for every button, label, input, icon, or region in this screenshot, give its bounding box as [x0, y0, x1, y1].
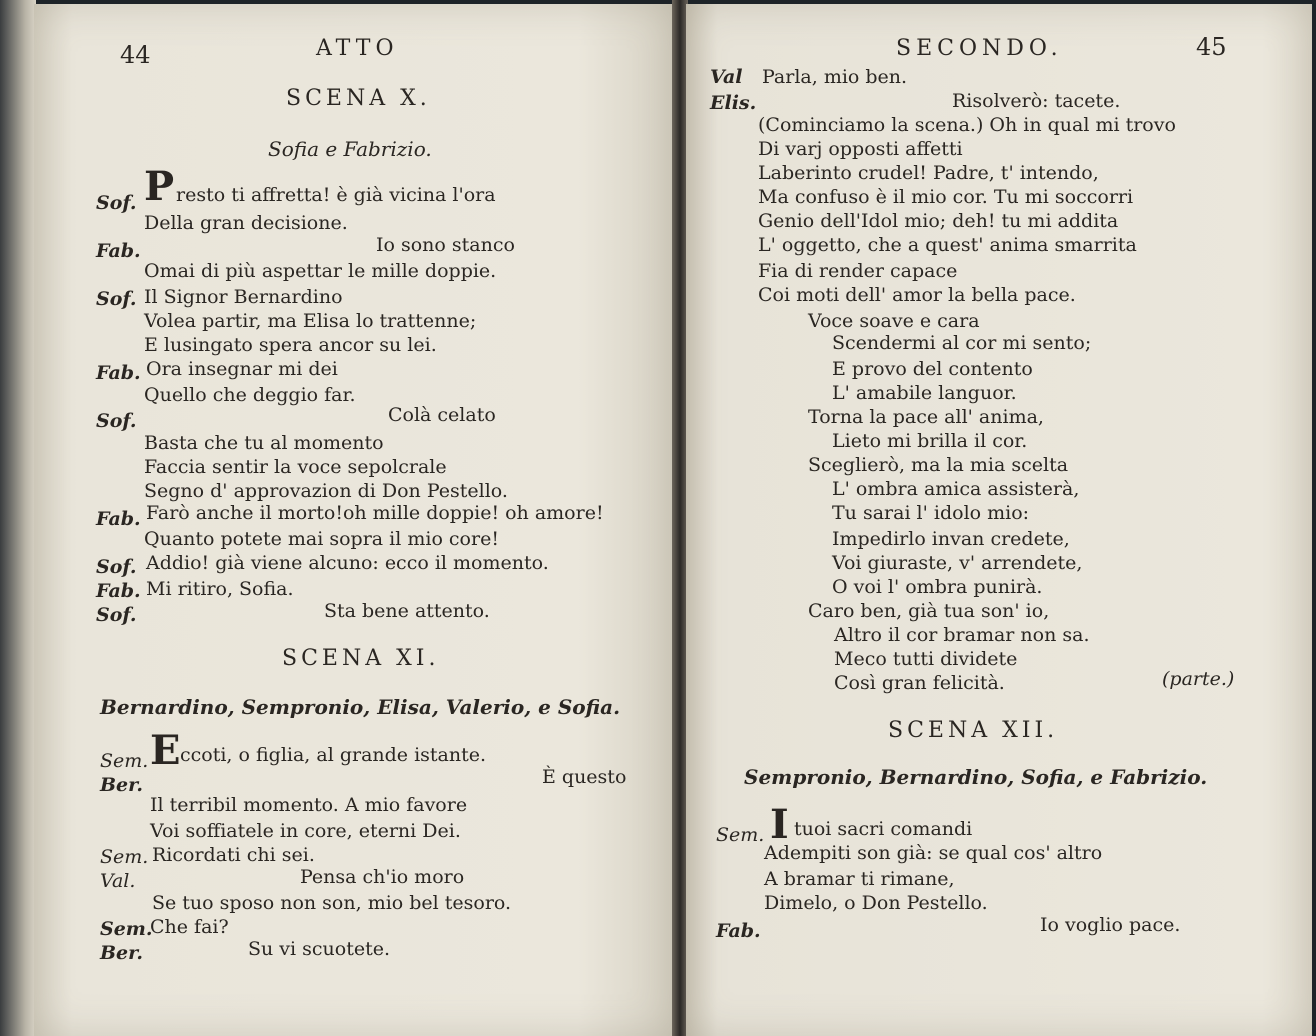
verse-line: L' amabile languor. — [832, 382, 1017, 404]
page-number: 44 — [120, 41, 151, 69]
verse-line: Impedirlo invan credete, — [832, 528, 1070, 550]
verse-line: Quello che deggio far. — [144, 384, 356, 406]
verse-line: Pensa ch'io moro — [300, 866, 465, 888]
verse-line: Coi moti dell' amor la bella pace. — [758, 284, 1076, 306]
drop-cap: I — [770, 801, 789, 848]
stage-direction: (parte.) — [1162, 668, 1235, 690]
verse-line: Farò anche il morto!oh mille doppie! oh amore! — [146, 502, 604, 524]
running-head: ATTO — [316, 36, 399, 61]
verse-line: Adempiti son già: se qual cos' altro — [764, 842, 1103, 864]
verse-line: Scendermi al cor mi sento; — [832, 332, 1092, 354]
scene-heading: SCENA X. — [286, 86, 431, 111]
verse-line: Voi giuraste, v' arrendete, — [832, 552, 1083, 574]
verse-line: (Cominciamo la scena.) Oh in qual mi trovo — [758, 114, 1176, 136]
speaker: Fab. — [96, 362, 141, 384]
speaker: Elis. — [710, 92, 757, 114]
verse-line: Della gran decisione. — [144, 212, 348, 234]
speaker: Sof. — [96, 192, 137, 214]
verse-line: Volea partir, ma Elisa lo trattenne; — [144, 310, 477, 332]
speaker: Sof. — [96, 556, 137, 578]
verse-line: E lusingato spera ancor su lei. — [144, 334, 437, 356]
verse-line: L' ombra amica assisterà, — [832, 478, 1080, 500]
speaker: Sem. — [100, 846, 149, 868]
verse-line: Fia di render capace — [758, 260, 958, 282]
right-page — [686, 4, 1312, 1036]
cast-list: Sempronio, Bernardino, Sofia, e Fabrizio. — [744, 765, 1208, 789]
verse-line: Lieto mi brilla il cor. — [832, 430, 1028, 452]
book-edge — [0, 0, 36, 1036]
verse-line: Voce soave e cara — [808, 310, 980, 332]
verse-line: Omai di più aspettar le mille doppie. — [144, 260, 497, 282]
scene-heading: SCENA XII. — [888, 718, 1059, 743]
verse-line: Sta bene attento. — [324, 600, 490, 622]
verse-line: Caro ben, già tua son' io, — [808, 600, 1050, 622]
verse-line: ccoti, o figlia, al grande istante. — [180, 744, 487, 766]
speaker: Ber. — [100, 774, 144, 796]
verse-line: Se tuo sposo non son, mio bel tesoro. — [152, 892, 512, 914]
cast-list: Bernardino, Sempronio, Elisa, Valerio, e Sofia. — [100, 695, 621, 719]
drop-cap: E — [150, 727, 181, 774]
verse-line: Il Signor Bernardino — [144, 286, 343, 308]
speaker: Fab. — [96, 580, 141, 602]
verse-line: Che fai? — [150, 916, 229, 938]
speaker: Sof. — [96, 604, 137, 626]
speaker: Sof. — [96, 288, 137, 310]
speaker: Fab. — [96, 240, 141, 262]
verse-line: Sceglierò, ma la mia scelta — [808, 454, 1069, 476]
verse-line: Io voglio pace. — [1040, 914, 1181, 936]
cast-list: Sofia e Fabrizio. — [268, 137, 432, 161]
speaker: Ber. — [100, 942, 144, 964]
verse-line: Colà celato — [388, 404, 496, 426]
speaker: Val — [710, 66, 743, 88]
verse-line: È questo — [542, 766, 627, 788]
verse-line: Ricordati chi sei. — [152, 844, 315, 866]
verse-line: Io sono stanco — [376, 234, 515, 256]
verse-line: tuoi sacri comandi — [794, 818, 973, 840]
verse-line: E provo del contento — [832, 358, 1033, 380]
verse-line: resto ti affretta! è già vicina l'ora — [176, 184, 496, 206]
verse-line: Dimelo, o Don Pestello. — [764, 892, 988, 914]
verse-line: Addio! già viene alcuno: ecco il momento. — [146, 552, 549, 574]
verse-line: Basta che tu al momento — [144, 432, 384, 454]
verse-line: Meco tutti dividete — [834, 648, 1018, 670]
verse-line: Voi soffiatele in core, eterni Dei. — [150, 820, 461, 842]
speaker: Val. — [100, 870, 136, 892]
verse-line: Risolverò: tacete. — [952, 90, 1121, 112]
page-number: 45 — [1196, 33, 1227, 61]
speaker: Fab. — [96, 508, 141, 530]
verse-line: Altro il cor bramar non sa. — [834, 624, 1090, 646]
verse-line: Il terribil momento. A mio favore — [150, 794, 468, 816]
verse-line: Quanto potete mai sopra il mio core! — [144, 528, 499, 550]
running-head: SECONDO. — [896, 36, 1063, 61]
speaker: Fab. — [716, 920, 761, 942]
verse-line: Su vi scuotete. — [248, 938, 391, 960]
verse-line: Mi ritiro, Sofia. — [146, 578, 294, 600]
verse-line: Faccia sentir la voce sepolcrale — [144, 456, 447, 478]
drop-cap: P — [144, 163, 175, 210]
verse-line: Segno d' approvazion di Don Pestello. — [144, 480, 508, 502]
speaker: Sem. — [100, 918, 153, 940]
verse-line: Torna la pace all' anima, — [808, 406, 1044, 428]
verse-line: O voi l' ombra punirà. — [832, 576, 1043, 598]
verse-line: Parla, mio ben. — [762, 66, 908, 88]
left-page — [34, 4, 674, 1036]
scene-heading: SCENA XI. — [282, 646, 440, 671]
speaker: Sem. — [100, 750, 149, 772]
verse-line: L' oggetto, che a quest' anima smarrita — [758, 234, 1137, 256]
speaker: Sof. — [96, 410, 137, 432]
verse-line: Tu sarai l' idolo mio: — [832, 502, 1030, 524]
verse-line: Ma confuso è il mio cor. Tu mi soccorri — [758, 186, 1134, 208]
speaker: Sem. — [716, 824, 765, 846]
verse-line: Laberinto crudel! Padre, t' intendo, — [758, 162, 1099, 184]
verse-line: Di varj opposti affetti — [758, 138, 963, 160]
verse-line: Ora insegnar mi dei — [146, 358, 338, 380]
verse-line: Così gran felicità. — [834, 672, 1005, 694]
verse-line: Genio dell'Idol mio; deh! tu mi addita — [758, 210, 1119, 232]
verse-line: A bramar ti rimane, — [764, 868, 955, 890]
